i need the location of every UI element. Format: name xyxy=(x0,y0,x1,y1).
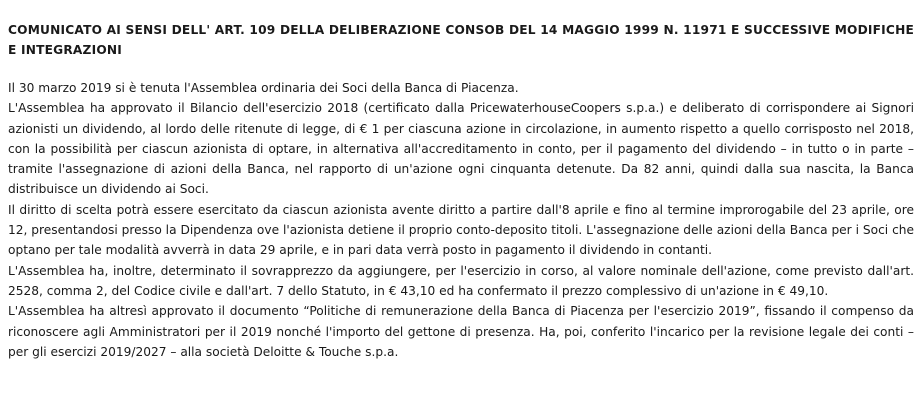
paragraph-share-premium: L'Assemblea ha, inoltre, determinato il sovrapprezzo da aggiungere, per l'esercizio in corso, al valore nominale dell'azione, come previsto dall'art. 2528, comma 2, del Codice civile e dall'art. 7 dello Statuto, in € 43,10 ed ha confermato il prezzo complessivo di un'azione in € 49,10. xyxy=(8,263,914,298)
paragraph-remuneration: L'Assemblea ha altresì approvato il documento “Politiche di remunerazione della Banca di Piacenza per l'esercizio 2019”, fissando il compenso da riconoscere agli Amministratori per il 2019 nonché l'importo del gettone di presenza. Ha, poi, conferito l'incarico per la revisione legale dei conti – per gli esercizi 2019/2027 – alla società Deloitte & Touche s.p.a. xyxy=(8,304,914,359)
paragraph-assembly-date: Il 30 marzo 2019 si è tenuta l'Assemblea ordinaria dei Soci della Banca di Piacenza. xyxy=(8,81,519,95)
paragraph-option-right: Il diritto di scelta potrà essere esercitato da ciascun azionista avente diritto a partire dall'8 aprile e fino al termine improrogabile del 23 aprile, ore 12, presentandosi presso la Dipendenza ove l'azionista detiene il proprio conto-deposito titoli. L'assegnazione delle azioni della Banca per i Soci che optano per tale modalità avverrà in data 29 aprile, e in pari data verrà posto in pagamento il dividendo in contanti. xyxy=(8,202,914,258)
paragraph-dividend: L'Assemblea ha approvato il Bilancio dell'esercizio 2018 (certificato dalla PricewaterhouseCoopers s.p.a.) e deliberato di corrispondere ai Signori azionisti un dividendo, al lordo delle ritenute di legge, di € 1 per ciascuna azione in circolazione, in aumento rispetto a quello corrisposto nel 2018, con la possibilità per ciascun azionista di optare, in alternativa all'accreditamento in conto, per il pagamento del dividendo – in tutto o in parte – tramite l'assegnazione di azioni della Banca, nel rapporto di un'azione ogni cinquanta detenute. Da 82 anni, quindi dalla sua nascita, la Banca distribuisce un dividendo ai Soci. xyxy=(8,101,914,197)
document-title: COMUNICATO AI SENSI DELL' ART. 109 DELLA DELIBERAZIONE CONSOB DEL 14 MAGGIO 1999 N. 11971 E SUCCESSIVE MODIFICHE E INTEGRAZIONI xyxy=(8,23,914,57)
press-release xyxy=(8,20,914,362)
